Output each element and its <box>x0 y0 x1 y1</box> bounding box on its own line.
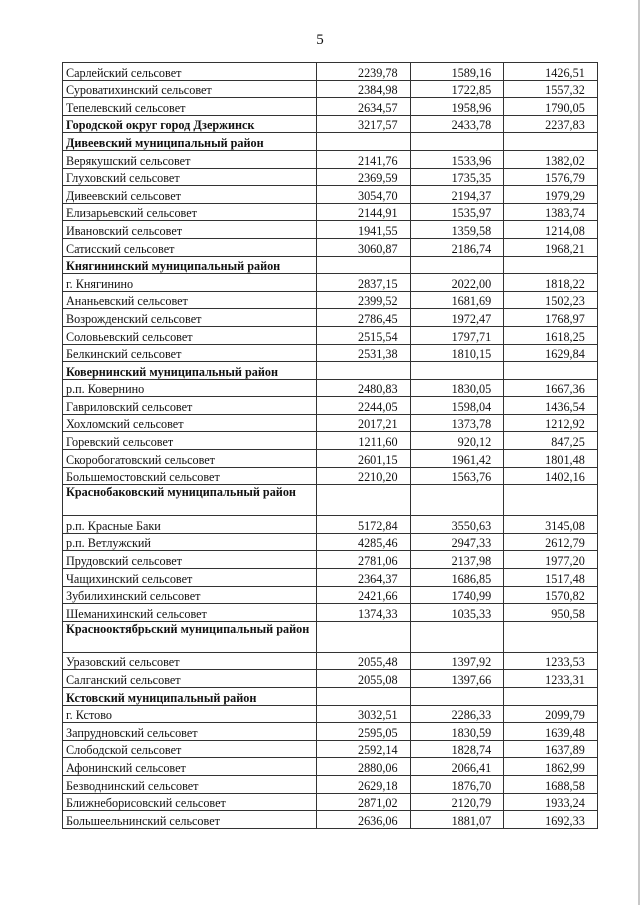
table-row <box>63 274 598 292</box>
row-name-cell: Скоробогатовский сельсовет <box>63 450 317 468</box>
row-value-3-cell: 1383,74 <box>504 203 598 221</box>
row-value-2-cell: 2066,41 <box>410 758 504 776</box>
row-value-2-cell: 1686,85 <box>410 569 504 587</box>
row-value-2-cell: 2186,74 <box>410 238 504 256</box>
district-row <box>63 688 598 706</box>
row-value-2-cell: 2137,98 <box>410 551 504 569</box>
page-number: 5 <box>316 32 324 48</box>
table-row <box>63 432 598 450</box>
row-value-3-cell: 1639,48 <box>504 723 598 741</box>
table-row <box>63 414 598 432</box>
district-row <box>63 115 598 133</box>
row-value-1-cell: 2592,14 <box>317 740 411 758</box>
table-row <box>63 326 598 344</box>
row-name-cell: Елизарьевский сельсовет <box>63 203 317 221</box>
row-name-cell: Уразовский сельсовет <box>63 652 317 670</box>
district-row <box>63 362 598 380</box>
table-row <box>63 291 598 309</box>
row-value-2-cell: 1972,47 <box>410 309 504 327</box>
row-value-1-cell: 4285,46 <box>317 533 411 551</box>
table-row <box>63 309 598 327</box>
table-row <box>63 450 598 468</box>
row-name-cell: Горевский сельсовет <box>63 432 317 450</box>
table-row <box>63 705 598 723</box>
row-value-3-cell: 1233,53 <box>504 652 598 670</box>
row-value-2-cell <box>410 256 504 274</box>
row-value-2-cell: 1735,35 <box>410 168 504 186</box>
table-body <box>63 63 598 829</box>
row-value-3-cell: 847,25 <box>504 432 598 450</box>
row-value-2-cell: 2022,00 <box>410 274 504 292</box>
table-row <box>63 80 598 98</box>
row-value-2-cell: 1810,15 <box>410 344 504 362</box>
row-name-cell: Ананьевский сельсовет <box>63 291 317 309</box>
row-value-3-cell: 950,58 <box>504 604 598 622</box>
table-row <box>63 652 598 670</box>
row-name-cell: Краснобаковский муниципальный район <box>63 485 317 516</box>
row-value-1-cell: 2399,52 <box>317 291 411 309</box>
row-name-cell: Ближнеборисовский сельсовет <box>63 793 317 811</box>
row-value-3-cell: 1768,97 <box>504 309 598 327</box>
row-value-2-cell: 1830,59 <box>410 723 504 741</box>
row-name-cell: р.п. Ветлужский <box>63 533 317 551</box>
row-value-3-cell: 1233,31 <box>504 670 598 688</box>
row-value-2-cell: 1598,04 <box>410 397 504 415</box>
table-row <box>63 793 598 811</box>
row-value-1-cell: 1374,33 <box>317 604 411 622</box>
table-row <box>63 551 598 569</box>
row-name-cell: Афонинский сельсовет <box>63 758 317 776</box>
row-value-2-cell <box>410 133 504 151</box>
row-value-2-cell: 1797,71 <box>410 326 504 344</box>
row-value-1-cell: 2634,57 <box>317 98 411 116</box>
row-name-cell: Большеельнинский сельсовет <box>63 811 317 829</box>
row-value-3-cell: 1801,48 <box>504 450 598 468</box>
row-value-3-cell: 1382,02 <box>504 150 598 168</box>
row-value-3-cell: 1570,82 <box>504 586 598 604</box>
row-value-1-cell: 2055,48 <box>317 652 411 670</box>
row-value-1-cell: 2364,37 <box>317 569 411 587</box>
row-value-3-cell: 1862,99 <box>504 758 598 776</box>
row-value-1-cell: 2141,76 <box>317 150 411 168</box>
row-value-1-cell: 2480,83 <box>317 379 411 397</box>
row-value-2-cell: 2947,33 <box>410 533 504 551</box>
row-value-3-cell: 1688,58 <box>504 775 598 793</box>
table-row <box>63 344 598 362</box>
row-value-2-cell: 1535,97 <box>410 203 504 221</box>
row-value-2-cell: 1035,33 <box>410 604 504 622</box>
row-value-3-cell: 1979,29 <box>504 186 598 204</box>
row-value-1-cell: 3217,57 <box>317 115 411 133</box>
row-value-2-cell: 1373,78 <box>410 414 504 432</box>
row-value-3-cell <box>504 688 598 706</box>
table-row <box>63 397 598 415</box>
row-value-2-cell: 1681,69 <box>410 291 504 309</box>
row-value-2-cell: 1397,66 <box>410 670 504 688</box>
table-row <box>63 221 598 239</box>
row-name-cell: р.п. Ковернино <box>63 379 317 397</box>
table-row <box>63 604 598 622</box>
row-value-1-cell: 1941,55 <box>317 221 411 239</box>
row-value-2-cell: 2194,37 <box>410 186 504 204</box>
row-value-3-cell <box>504 362 598 380</box>
row-value-2-cell: 3550,63 <box>410 516 504 534</box>
row-value-1-cell: 2239,78 <box>317 63 411 81</box>
row-value-1-cell: 2421,66 <box>317 586 411 604</box>
row-value-1-cell: 2369,59 <box>317 168 411 186</box>
row-value-3-cell: 1502,23 <box>504 291 598 309</box>
table-row <box>63 533 598 551</box>
row-value-3-cell: 2237,83 <box>504 115 598 133</box>
row-name-cell: Ковернинский муниципальный район <box>63 362 317 380</box>
row-value-3-cell: 1436,54 <box>504 397 598 415</box>
row-value-3-cell: 1402,16 <box>504 467 598 485</box>
district-row <box>63 256 598 274</box>
row-name-cell: Дивеевский муниципальный район <box>63 133 317 151</box>
row-value-2-cell: 1722,85 <box>410 80 504 98</box>
table-row <box>63 467 598 485</box>
row-value-1-cell: 5172,84 <box>317 516 411 534</box>
table-row <box>63 586 598 604</box>
table-row <box>63 811 598 829</box>
row-value-1-cell: 2595,05 <box>317 723 411 741</box>
row-value-2-cell <box>410 688 504 706</box>
row-name-cell: Глуховский сельсовет <box>63 168 317 186</box>
table-row <box>63 379 598 397</box>
row-value-1-cell: 2017,21 <box>317 414 411 432</box>
row-name-cell: Суроватихинский сельсовет <box>63 80 317 98</box>
table-row <box>63 758 598 776</box>
row-value-2-cell: 1958,96 <box>410 98 504 116</box>
row-value-3-cell <box>504 621 598 652</box>
row-value-2-cell: 1533,96 <box>410 150 504 168</box>
row-value-2-cell <box>410 621 504 652</box>
row-name-cell: Гавриловский сельсовет <box>63 397 317 415</box>
row-value-1-cell: 3054,70 <box>317 186 411 204</box>
table-row <box>63 670 598 688</box>
row-name-cell: Краснооктябрьский муниципальный район <box>63 621 317 652</box>
row-value-1-cell: 2601,15 <box>317 450 411 468</box>
row-value-2-cell: 2286,33 <box>410 705 504 723</box>
row-value-3-cell: 1618,25 <box>504 326 598 344</box>
row-name-cell: Сарлейский сельсовет <box>63 63 317 81</box>
row-name-cell: р.п. Красные Баки <box>63 516 317 534</box>
row-value-1-cell: 2880,06 <box>317 758 411 776</box>
row-name-cell: Хохломский сельсовет <box>63 414 317 432</box>
row-value-3-cell <box>504 485 598 516</box>
row-value-1-cell: 2531,38 <box>317 344 411 362</box>
row-value-3-cell: 3145,08 <box>504 516 598 534</box>
row-value-3-cell: 1212,92 <box>504 414 598 432</box>
table-row <box>63 150 598 168</box>
row-name-cell: Белкинский сельсовет <box>63 344 317 362</box>
row-value-2-cell: 920,12 <box>410 432 504 450</box>
table-row <box>63 98 598 116</box>
table-row <box>63 203 598 221</box>
row-value-1-cell: 2210,20 <box>317 467 411 485</box>
row-value-3-cell: 1667,36 <box>504 379 598 397</box>
row-value-2-cell: 1740,99 <box>410 586 504 604</box>
row-value-1-cell: 2636,06 <box>317 811 411 829</box>
row-value-3-cell <box>504 133 598 151</box>
table-row <box>63 63 598 81</box>
row-value-1-cell: 2144,91 <box>317 203 411 221</box>
row-name-cell: Княгининский муниципальный район <box>63 256 317 274</box>
row-value-1-cell <box>317 133 411 151</box>
row-value-3-cell <box>504 256 598 274</box>
row-name-cell: Большемостовский сельсовет <box>63 467 317 485</box>
row-value-3-cell: 2612,79 <box>504 533 598 551</box>
row-value-1-cell <box>317 485 411 516</box>
row-value-1-cell <box>317 621 411 652</box>
row-value-3-cell: 1933,24 <box>504 793 598 811</box>
row-name-cell: Шеманихинский сельсовет <box>63 604 317 622</box>
row-name-cell: Запрудновский сельсовет <box>63 723 317 741</box>
row-value-2-cell: 1359,58 <box>410 221 504 239</box>
row-name-cell: Кстовский муниципальный район <box>63 688 317 706</box>
row-value-2-cell <box>410 485 504 516</box>
district-row <box>63 621 598 652</box>
row-name-cell: г. Княгинино <box>63 274 317 292</box>
row-value-3-cell: 1517,48 <box>504 569 598 587</box>
row-value-1-cell: 2244,05 <box>317 397 411 415</box>
table-row <box>63 723 598 741</box>
row-value-1-cell: 3060,87 <box>317 238 411 256</box>
row-value-1-cell: 2055,08 <box>317 670 411 688</box>
district-row <box>63 133 598 151</box>
row-value-3-cell: 1576,79 <box>504 168 598 186</box>
row-name-cell: Безводнинский сельсовет <box>63 775 317 793</box>
row-value-1-cell: 2515,54 <box>317 326 411 344</box>
row-value-2-cell: 1961,42 <box>410 450 504 468</box>
row-name-cell: Дивеевский сельсовет <box>63 186 317 204</box>
row-name-cell: Городской округ город Дзержинск <box>63 115 317 133</box>
table-row <box>63 168 598 186</box>
row-value-3-cell: 1977,20 <box>504 551 598 569</box>
row-value-3-cell: 1426,51 <box>504 63 598 81</box>
row-value-3-cell: 1557,32 <box>504 80 598 98</box>
row-value-3-cell: 1214,08 <box>504 221 598 239</box>
row-value-2-cell: 1397,92 <box>410 652 504 670</box>
row-value-1-cell: 2786,45 <box>317 309 411 327</box>
row-name-cell: Ивановский сельсовет <box>63 221 317 239</box>
row-value-2-cell: 2120,79 <box>410 793 504 811</box>
row-value-1-cell: 3032,51 <box>317 705 411 723</box>
row-value-1-cell: 2871,02 <box>317 793 411 811</box>
row-name-cell: Возрожденский сельсовет <box>63 309 317 327</box>
row-value-1-cell <box>317 688 411 706</box>
row-value-2-cell: 1876,70 <box>410 775 504 793</box>
row-value-3-cell: 1790,05 <box>504 98 598 116</box>
row-name-cell: Сатисский сельсовет <box>63 238 317 256</box>
district-row <box>63 485 598 516</box>
budget-table <box>62 62 598 829</box>
row-value-1-cell: 1211,60 <box>317 432 411 450</box>
row-value-1-cell <box>317 362 411 380</box>
table-row <box>63 775 598 793</box>
row-value-2-cell: 1589,16 <box>410 63 504 81</box>
table-row <box>63 238 598 256</box>
row-value-1-cell: 2781,06 <box>317 551 411 569</box>
row-value-2-cell <box>410 362 504 380</box>
row-name-cell: Тепелевский сельсовет <box>63 98 317 116</box>
row-name-cell: Зубилихинский сельсовет <box>63 586 317 604</box>
table-row <box>63 569 598 587</box>
row-name-cell: Салганский сельсовет <box>63 670 317 688</box>
row-value-1-cell <box>317 256 411 274</box>
row-value-2-cell: 1881,07 <box>410 811 504 829</box>
row-value-3-cell: 1637,89 <box>504 740 598 758</box>
row-value-3-cell: 1629,84 <box>504 344 598 362</box>
row-value-2-cell: 1830,05 <box>410 379 504 397</box>
row-name-cell: Верякушский сельсовет <box>63 150 317 168</box>
row-value-3-cell: 2099,79 <box>504 705 598 723</box>
row-value-1-cell: 2837,15 <box>317 274 411 292</box>
row-name-cell: г. Кстово <box>63 705 317 723</box>
row-value-2-cell: 2433,78 <box>410 115 504 133</box>
row-value-1-cell: 2384,98 <box>317 80 411 98</box>
row-value-2-cell: 1563,76 <box>410 467 504 485</box>
row-value-3-cell: 1968,21 <box>504 238 598 256</box>
row-name-cell: Чащихинский сельсовет <box>63 569 317 587</box>
table-row <box>63 516 598 534</box>
table-row <box>63 740 598 758</box>
row-name-cell: Слободской сельсовет <box>63 740 317 758</box>
row-name-cell: Соловьевский сельсовет <box>63 326 317 344</box>
row-value-3-cell: 1692,33 <box>504 811 598 829</box>
row-name-cell: Прудовский сельсовет <box>63 551 317 569</box>
table-row <box>63 186 598 204</box>
row-value-2-cell: 1828,74 <box>410 740 504 758</box>
row-value-1-cell: 2629,18 <box>317 775 411 793</box>
row-value-3-cell: 1818,22 <box>504 274 598 292</box>
